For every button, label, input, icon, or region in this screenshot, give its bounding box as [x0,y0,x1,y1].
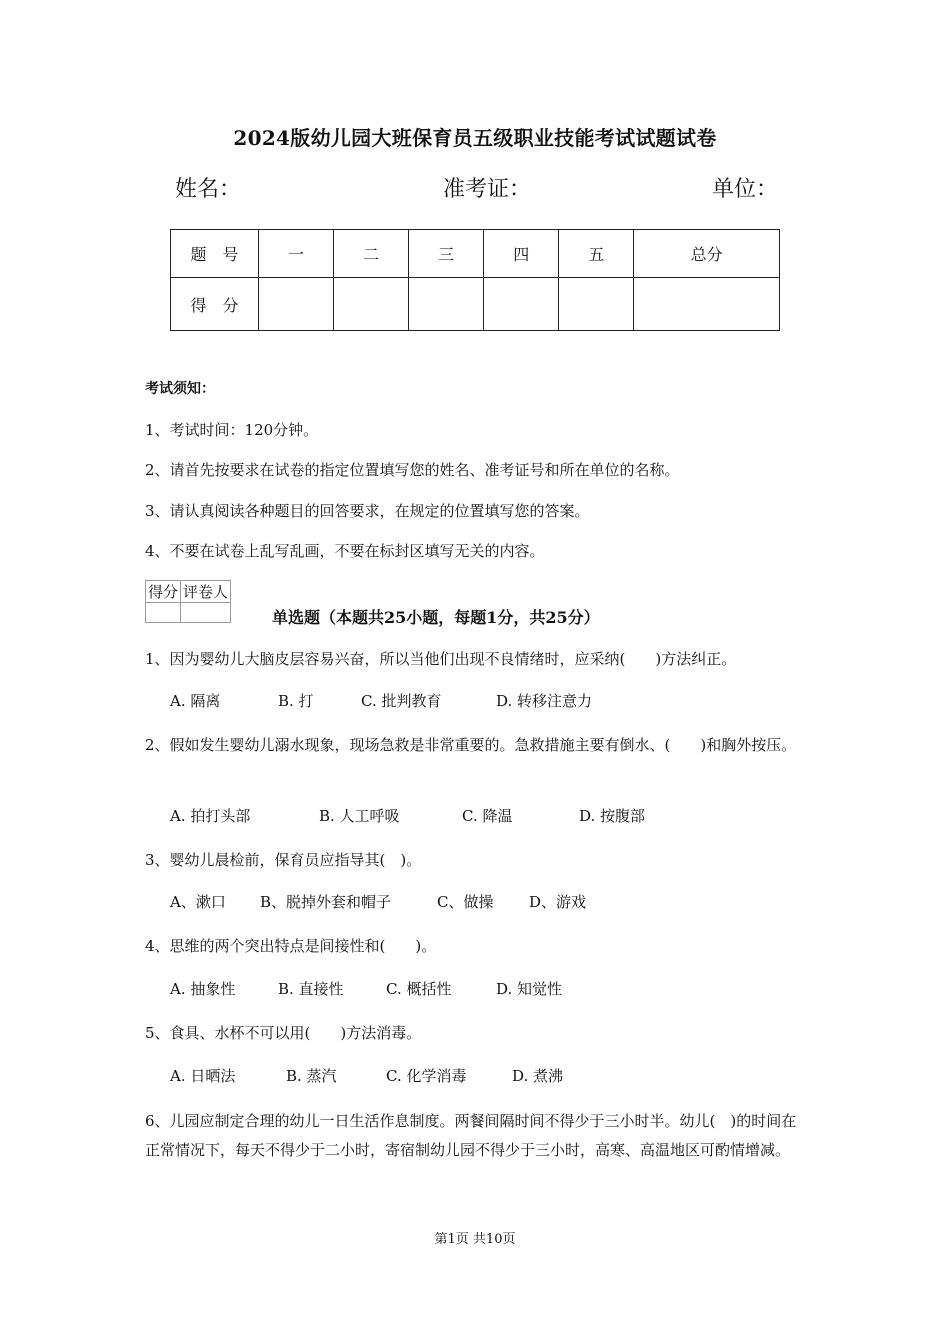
option[interactable]: A. 日晒法 [170,1067,236,1085]
score-cell: 一 [259,230,334,278]
option[interactable]: B、脱掉外套和帽子 [260,893,392,911]
option[interactable]: D、游戏 [529,893,587,911]
notice-heading: 考试须知： [145,381,215,397]
score-table-header-row [171,230,780,278]
question-6: 6、儿园应制定合理的幼儿一日生活作息制度。两餐间隔时间不得少于三小时半。幼儿( )的时间在正常情况下，每天不得少于二小时，寄宿制幼儿园不得少于三小时，高寒、高温地区可酌情增减。 [145,1112,797,1159]
name-label: 姓名： [175,177,242,202]
option[interactable]: A、漱口 [170,893,226,911]
score-cell: 总分 [634,230,780,278]
grader-score-label: 得分 [146,581,181,603]
option[interactable]: A. 抽象性 [170,980,236,998]
score-cell-label: 题 号 [171,230,259,278]
score-entry[interactable] [559,278,634,331]
question-3-options [170,891,586,912]
option[interactable]: C、做操 [437,893,494,911]
notice-item: 2、请首先按要求在试卷的指定位置填写您的姓名、准考证号和所在单位的名称。 [145,461,680,479]
option[interactable]: B. 人工呼吸 [319,807,400,825]
option[interactable]: C. 概括性 [386,980,452,998]
score-entry[interactable] [409,278,484,331]
page-title: 2024版幼儿园大班保育员五级职业技能考试试题试卷 [233,126,717,150]
notice-item: 1、考试时间：120分钟。 [145,421,319,439]
score-table [170,229,780,331]
score-entry[interactable] [634,278,780,331]
exam-id-label: 准考证： [443,177,532,202]
option[interactable]: B. 直接性 [278,980,344,998]
question-3: 3、婴幼儿晨检前，保育员应指导其( )。 [145,851,422,869]
score-entry[interactable] [334,278,409,331]
option[interactable]: B. 打 [278,692,314,710]
grader-reviewer-label: 评卷人 [181,581,231,603]
question-5-options [170,1065,563,1086]
question-2-options [170,805,645,826]
option[interactable]: C. 降温 [462,807,513,825]
notice-item: 4、不要在试卷上乱写乱画，不要在标封区填写无关的内容。 [145,542,545,560]
unit-label: 单位： [712,177,779,202]
score-table-score-row [171,278,780,331]
option[interactable]: D. 煮沸 [512,1067,564,1085]
grader-reviewer-entry[interactable] [181,603,231,623]
score-entry[interactable] [484,278,559,331]
score-entry[interactable] [259,278,334,331]
question-1-options [170,690,592,711]
option[interactable]: D. 转移注意力 [496,692,593,710]
option[interactable]: C. 批判教育 [361,692,442,710]
option[interactable]: D. 知觉性 [496,980,563,998]
question-4: 4、思维的两个突出特点是间接性和( )。 [145,937,437,955]
question-2: 2、假如发生婴幼儿溺水现象，现场急救是非常重要的。急救措施主要有倒水、( )和胸外按压。 [145,736,797,754]
question-5: 5、食具、水杯不可以用( )方法消毒。 [145,1024,422,1042]
section-title: 单选题（本题共25小题，每题1分，共25分） [272,608,600,627]
score-cell: 五 [559,230,634,278]
option[interactable]: A. 隔离 [170,692,221,710]
question-4-options [170,978,562,999]
question-1: 1、因为婴幼儿大脑皮层容易兴奋，所以当他们出现不良情绪时，应采纳( )方法纠正。 [145,650,737,668]
option[interactable]: A. 拍打头部 [170,807,251,825]
grader-score-entry[interactable] [146,603,181,623]
score-cell: 二 [334,230,409,278]
option[interactable]: C. 化学消毒 [386,1067,467,1085]
page-footer: 第1页 共10页 [434,1232,516,1247]
option[interactable]: D. 按腹部 [579,807,646,825]
score-row-label: 得 分 [171,278,259,331]
score-cell: 三 [409,230,484,278]
grader-box [145,580,231,623]
score-cell: 四 [484,230,559,278]
option[interactable]: B. 蒸汽 [286,1067,337,1085]
notice-item: 3、请认真阅读各种题目的回答要求，在规定的位置填写您的答案。 [145,502,590,520]
